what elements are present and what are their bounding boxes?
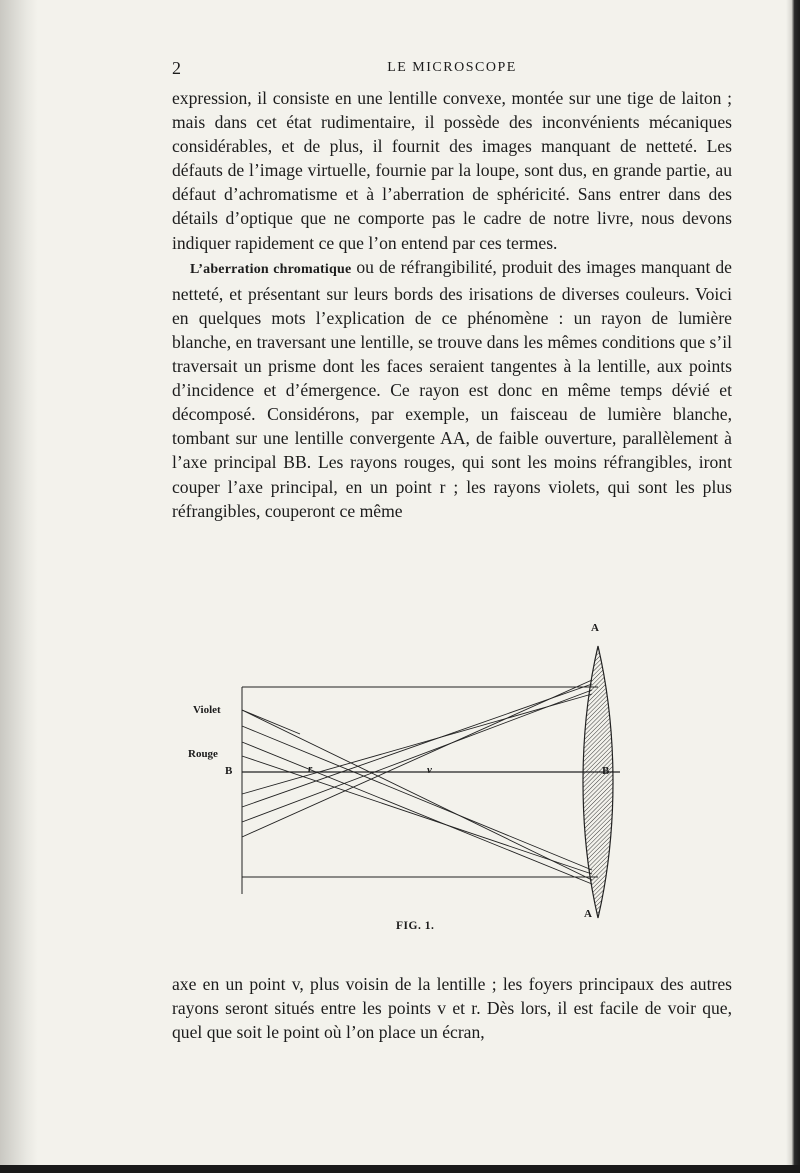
figure-1 [150,622,620,952]
red-ray-2 [242,694,592,794]
red-ray-1 [242,684,592,807]
running-title: LE MICROSCOPE [387,60,517,75]
label-violet: Violet [193,704,221,716]
paragraph-2-text: ou de réfrangibilité, produit des images manquant de netteté, et présentant sur leurs bords des irisations de diverses couleurs. Voici en quelques mots l’explication de ce phénomène : un rayon de lumière blanche, en traversant une lentille, se trouve dans les mêmes conditions que s’il traversait un prisme dont les faces seraient tangentes à la lentille, aux points d’incidence et d’émergence. Ce rayon est donc en même temps dévié et décomposé. Considérons, par exemple, un faisceau de lumière blanche, tombant sur une lentille convergente AA, de faible ouverture, parallèlement à l’axe principal BB. Les rayons rouges, qui sont les moins réfrangibles, iront couper l’axe principal, en un point r ; les rayons violets, qui sont les plus réfrangibles, couperont ce même [172,256,732,521]
body-text-bottom [172,972,732,1044]
page-number: 2 [172,58,181,78]
label-right-b: B [602,765,610,777]
page-gutter-shadow [0,0,38,1173]
violet-ray-2 [242,690,592,822]
running-head [172,58,732,80]
red-ray-4 [242,756,592,874]
label-top-a: A [591,622,599,634]
paragraph-2 [172,255,732,523]
page-edge [786,0,800,1173]
figure-caption: FIG. 1. [396,920,435,932]
label-point-r: r [308,763,313,775]
paragraph-3: axe en un point v, plus voisin de la lentille ; les foyers principaux des autres rayons seront situés entre les points v et r. Dès lors, il est facile de voir que, quel que soit le point où l’on place un écran, [172,974,732,1043]
lens-diagram [150,622,620,952]
body-text-top [172,86,732,523]
violet-ray-4 [242,726,592,870]
page-edge-bottom [0,1165,800,1173]
label-left-b: B [225,765,233,777]
label-rouge: Rouge [188,748,218,760]
label-bottom-a: A [584,908,592,920]
label-point-v: v [427,764,432,776]
paragraph-1: expression, il consiste en une lentille convexe, montée sur une tige de laiton ; mais dans cet état rudimentaire, il possède des inconvénients mécaniques considérables, et de plus, il fournit des images manquant de netteté. Les défauts de l’image virtuelle, fournie par la loupe, sont dus, en grande partie, au défaut d’achromatisme et à l’aberration de sphéricité. Sans entrer dans des détails d’optique que ne comporte pas le cadre de notre livre, nous devons indiquer rapidement ce que l’on entend par ces termes. [172,88,732,253]
term-chromatic-aberration: L’aberration chromatique [190,261,352,277]
violet-marker [242,710,300,734]
violet-ray-3 [242,710,592,880]
